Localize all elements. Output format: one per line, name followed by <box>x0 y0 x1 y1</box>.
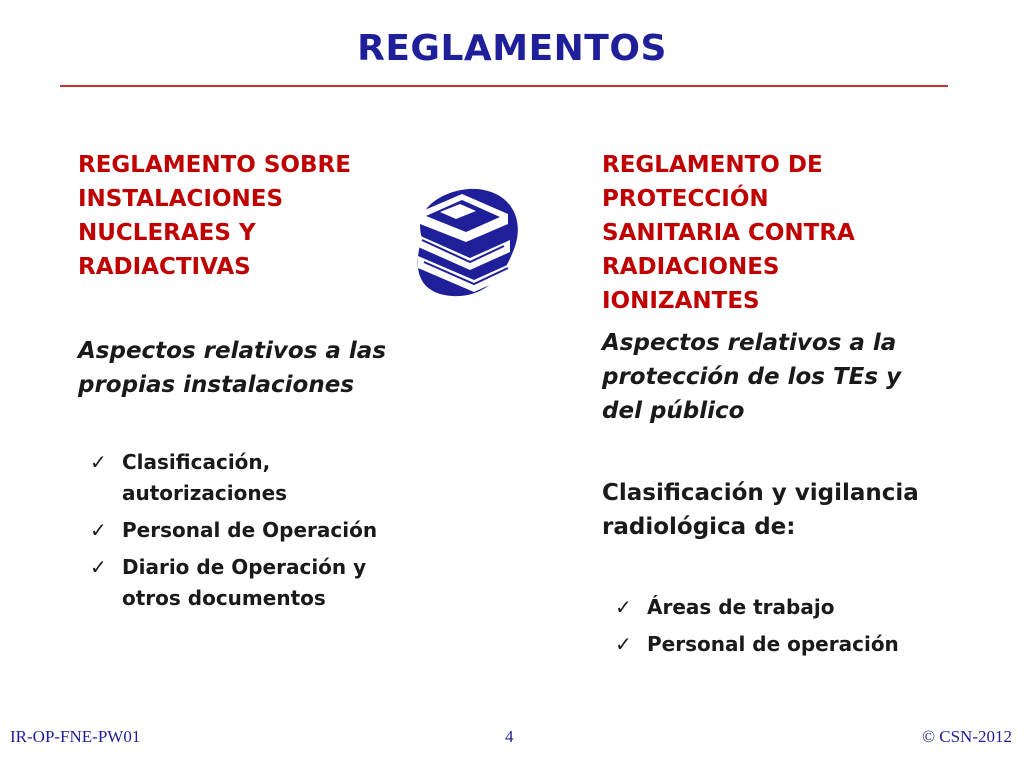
left-aspect-line: propias instalaciones <box>78 372 355 398</box>
checkmark-icon: ✓ <box>90 555 107 579</box>
right-aspect-line: Aspectos relativos a la <box>602 330 897 356</box>
right-heading-line: PROTECCIÓN <box>602 186 769 212</box>
left-aspect <box>78 334 386 402</box>
left-heading <box>78 148 351 284</box>
title-divider <box>60 85 948 87</box>
footer-document-code: IR-OP-FNE-PW01 <box>10 727 141 746</box>
classification-line: Clasificación y vigilancia <box>602 480 919 506</box>
footer-copyright: © CSN-2012 <box>922 727 1012 746</box>
left-heading-line: NUCLERAES Y <box>78 220 256 246</box>
right-aspect-line: protección de los TEs y <box>602 364 902 390</box>
right-aspect-line: del público <box>602 398 745 424</box>
checkmark-icon: ✓ <box>615 595 632 619</box>
slide-title: REGLAMENTOS <box>357 28 667 69</box>
right-heading-line: RADIACIONES <box>602 254 780 280</box>
checkmark-icon: ✓ <box>90 518 107 542</box>
list-item <box>615 592 995 623</box>
left-heading-line: INSTALACIONES <box>78 186 284 212</box>
right-aspect <box>602 326 901 428</box>
list-item-text: Clasificación, <box>122 450 271 474</box>
list-item-text: autorizaciones <box>122 481 288 505</box>
list-item-text: Personal de Operación <box>122 518 378 542</box>
list-item <box>90 552 470 614</box>
right-heading-line: IONIZANTES <box>602 288 760 314</box>
right-classification <box>602 476 919 544</box>
left-checklist <box>90 447 470 620</box>
right-heading-line: SANITARIA CONTRA <box>602 220 855 246</box>
list-item-text: otros documentos <box>122 586 326 610</box>
list-item <box>90 447 470 509</box>
left-aspect-line: Aspectos relativos a las <box>78 338 387 364</box>
list-item-text: Áreas de trabajo <box>647 595 835 619</box>
left-heading-line: RADIACTIVAS <box>78 254 251 280</box>
list-item-text: Diario de Operación y <box>122 555 367 579</box>
classification-line: radiológica de: <box>602 514 796 540</box>
right-heading <box>602 148 855 318</box>
books-icon <box>404 180 526 302</box>
left-heading-line: REGLAMENTO SOBRE <box>78 152 351 178</box>
right-heading-line: REGLAMENTO DE <box>602 152 823 178</box>
checkmark-icon: ✓ <box>615 632 632 656</box>
right-checklist <box>615 592 995 666</box>
list-item <box>90 515 470 546</box>
checkmark-icon: ✓ <box>90 450 107 474</box>
list-item <box>615 629 995 660</box>
footer-page-number: 4 <box>505 727 514 746</box>
list-item-text: Personal de operación <box>647 632 899 656</box>
